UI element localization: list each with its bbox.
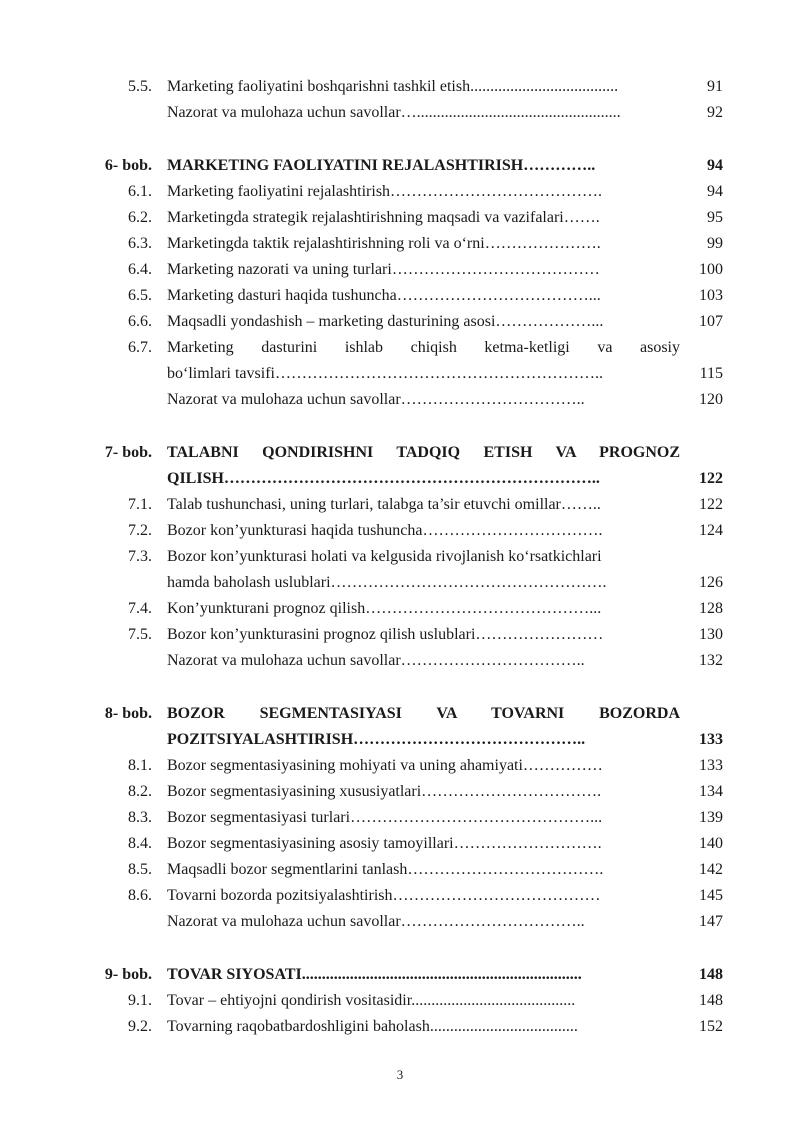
toc-entry-row — [0, 988, 800, 1014]
toc-entry-page: 132 — [699, 652, 723, 669]
toc-entry-title: Talab tushunchasi, uning turlari, talabga ta’sir etuvchi omillar…….. — [167, 496, 601, 513]
toc-entry-page: 107 — [699, 313, 723, 330]
section-spacer — [0, 674, 800, 701]
toc-entry-title: QILISH…………………………………………………………….. — [167, 470, 600, 487]
page-number: 3 — [396, 1067, 404, 1082]
toc-entry-page: 128 — [699, 600, 723, 617]
toc-entry-page: 94 — [707, 183, 723, 200]
toc-chapter-row — [0, 962, 800, 988]
toc-entry-number: 8.6. — [128, 887, 152, 904]
toc-entry-title: Marketing faoliyatini boshqarishni tashkil etish..................................... — [167, 78, 619, 95]
toc-entry-row — [0, 100, 800, 126]
toc-entry-page: 130 — [699, 626, 723, 643]
table-of-contents — [0, 74, 800, 1040]
toc-entry-row — [0, 205, 800, 231]
toc-entry-number: 9- bob. — [104, 966, 152, 983]
toc-entry-row — [0, 231, 800, 257]
toc-entry-title: Tovarning raqobatbardoshligini baholash..................................... — [167, 1018, 578, 1035]
toc-entry-title: Nazorat va mulohaza uchun savollar…………………………….. — [167, 913, 585, 930]
toc-entry-page: 124 — [699, 522, 723, 539]
toc-entry-title: POZITSIYALASHTIRISH…………………………………….. — [167, 731, 586, 748]
toc-entry-number: 6- bob. — [104, 157, 152, 174]
toc-entry-number: 6.5. — [128, 287, 152, 304]
toc-entry-row — [0, 909, 800, 935]
toc-entry-title: Marketingda strategik rejalashtirishning maqsadi va vazifalari……. — [167, 209, 600, 226]
toc-entry-row — [0, 648, 800, 674]
toc-entry-title: MARKETING FAOLIYATINI REJALASHTIRISH………….. — [167, 157, 596, 174]
toc-entry-number: 7.1. — [128, 496, 152, 513]
toc-entry-title: Bozor segmentasiyasi turlari………………………………………... — [167, 809, 603, 826]
toc-entry-title: Marketing faoliyatini rejalashtirish…………………………………. — [167, 183, 603, 200]
toc-entry-title: Marketing dasturini ishlab chiqish ketma-ketligi va asosiy — [167, 339, 680, 356]
toc-entry-title: hamda baholash uslublari……………………………………………. — [167, 574, 607, 591]
toc-entry-title: Bozor segmentasiyasining xususiyatlari……………………………. — [167, 783, 602, 800]
toc-entry-title: Bozor kon’yunkturasi haqida tushuncha……………………………. — [167, 522, 603, 539]
toc-entry-row — [0, 283, 800, 309]
toc-entry-title: Tovar – ehtiyojni qondirish vositasidir......................................... — [167, 992, 576, 1009]
toc-entry-row — [0, 831, 800, 857]
toc-chapter-row — [0, 466, 800, 492]
toc-entry-row — [0, 805, 800, 831]
toc-entry-row — [0, 179, 800, 205]
toc-entry-title: TALABNI QONDIRISHNI TADQIQ ETISH VA PROGNOZ — [167, 444, 680, 461]
toc-entry-number: 7.3. — [128, 548, 152, 565]
toc-entry-title: boʻlimlari tavsifi…………………………………………………….. — [167, 365, 603, 382]
toc-entry-page: 145 — [699, 887, 723, 904]
toc-entry-page: 148 — [699, 992, 723, 1009]
toc-entry-number: 8.1. — [128, 757, 152, 774]
toc-entry-row — [0, 570, 800, 596]
toc-entry-row — [0, 387, 800, 413]
toc-entry-title: Marketingda taktik rejalashtirishning roli va oʻrni…………………. — [167, 235, 601, 252]
section-spacer — [0, 413, 800, 440]
toc-chapter-row — [0, 701, 800, 727]
toc-entry-number: 9.1. — [128, 992, 152, 1009]
toc-entry-page: 133 — [699, 731, 723, 748]
toc-entry-page: 139 — [699, 809, 723, 826]
toc-entry-page: 134 — [699, 783, 723, 800]
toc-entry-number: 8- bob. — [104, 705, 152, 722]
toc-entry-title: BOZOR SEGMENTASIYASI VA TOVARNI BOZORDA — [167, 705, 680, 722]
toc-entry-page: 94 — [707, 157, 723, 174]
toc-chapter-row — [0, 440, 800, 466]
toc-entry-title: Nazorat va mulohaza uchun savollar…………………………….. — [167, 652, 585, 669]
toc-entry-page: 100 — [699, 261, 723, 278]
toc-entry-title: Bozor kon’yunkturasi holati va kelgusida rivojlanish koʻrsatkichlari — [167, 548, 602, 565]
toc-entry-row — [0, 753, 800, 779]
toc-entry-row — [0, 622, 800, 648]
toc-entry-row — [0, 309, 800, 335]
toc-entry-page: 142 — [699, 861, 723, 878]
toc-entry-row — [0, 779, 800, 805]
toc-entry-page: 152 — [699, 1018, 723, 1035]
toc-entry-page: 122 — [699, 470, 723, 487]
toc-entry-page: 115 — [699, 365, 723, 382]
toc-entry-number: 7.4. — [128, 600, 152, 617]
toc-entry-title: Bozor kon’yunkturasini prognoz qilish uslublari…………………… — [167, 626, 604, 643]
toc-entry-row — [0, 883, 800, 909]
toc-entry-title: Marketing nazorati va uning turlari………………………………… — [167, 261, 600, 278]
toc-entry-number: 8.5. — [128, 861, 152, 878]
toc-entry-page: 148 — [699, 966, 723, 983]
toc-entry-title: Nazorat va mulohaza uchun savollar…................................................... — [167, 104, 621, 121]
toc-entry-row — [0, 492, 800, 518]
toc-entry-number: 8.4. — [128, 835, 152, 852]
toc-entry-title: Marketing dasturi haqida tushuncha………………………………... — [167, 287, 601, 304]
toc-entry-number: 6.2. — [128, 209, 152, 226]
toc-entry-number: 8.3. — [128, 809, 152, 826]
section-spacer — [0, 126, 800, 153]
toc-chapter-row — [0, 153, 800, 179]
toc-entry-page: 103 — [699, 287, 723, 304]
toc-entry-number: 7- bob. — [104, 444, 152, 461]
toc-entry-row — [0, 361, 800, 387]
toc-entry-title: Nazorat va mulohaza uchun savollar…………………………….. — [167, 391, 585, 408]
toc-entry-number: 7.5. — [128, 626, 152, 643]
toc-entry-title: Maqsadli yondashish – marketing dasturining asosi………………... — [167, 313, 604, 330]
toc-entry-number: 6.3. — [128, 235, 152, 252]
toc-entry-title: Kon’yunkturani prognoz qilish……………………………………... — [167, 600, 602, 617]
section-spacer — [0, 935, 800, 962]
toc-entry-title: Bozor segmentasiyasining asosiy tamoyillari………………………. — [167, 835, 602, 852]
toc-entry-page: 99 — [707, 235, 723, 252]
toc-entry-number: 8.2. — [128, 783, 152, 800]
toc-entry-number: 5.5. — [128, 78, 152, 95]
toc-entry-number: 6.4. — [128, 261, 152, 278]
toc-entry-page: 133 — [699, 757, 723, 774]
toc-entry-title: Bozor segmentasiyasining mohiyati va uning ahamiyati…………… — [167, 757, 603, 774]
toc-entry-page: 120 — [699, 391, 723, 408]
toc-entry-page: 92 — [707, 104, 723, 121]
toc-entry-row — [0, 596, 800, 622]
toc-entry-row — [0, 74, 800, 100]
toc-chapter-row — [0, 727, 800, 753]
toc-entry-number: 6.7. — [128, 339, 152, 356]
toc-entry-title: Tovarni bozorda pozitsiyalashtirish………………………………… — [167, 887, 601, 904]
toc-entry-row — [0, 335, 800, 361]
toc-entry-number: 6.1. — [128, 183, 152, 200]
toc-entry-title: TOVAR SIYOSATI...................................................................... — [167, 966, 582, 983]
toc-entry-page: 91 — [707, 78, 723, 95]
toc-entry-page: 140 — [699, 835, 723, 852]
toc-entry-page: 147 — [699, 913, 723, 930]
toc-entry-row — [0, 257, 800, 283]
toc-entry-title: Maqsadli bozor segmentlarini tanlash………………………………. — [167, 861, 604, 878]
toc-entry-row — [0, 1014, 800, 1040]
toc-entry-page: 126 — [699, 574, 723, 591]
toc-entry-number: 7.2. — [128, 522, 152, 539]
toc-entry-row — [0, 544, 800, 570]
toc-entry-row — [0, 518, 800, 544]
toc-entry-page: 95 — [707, 209, 723, 226]
toc-entry-row — [0, 857, 800, 883]
toc-entry-number: 6.6. — [128, 313, 152, 330]
toc-entry-page: 122 — [699, 496, 723, 513]
toc-entry-number: 9.2. — [128, 1018, 152, 1035]
